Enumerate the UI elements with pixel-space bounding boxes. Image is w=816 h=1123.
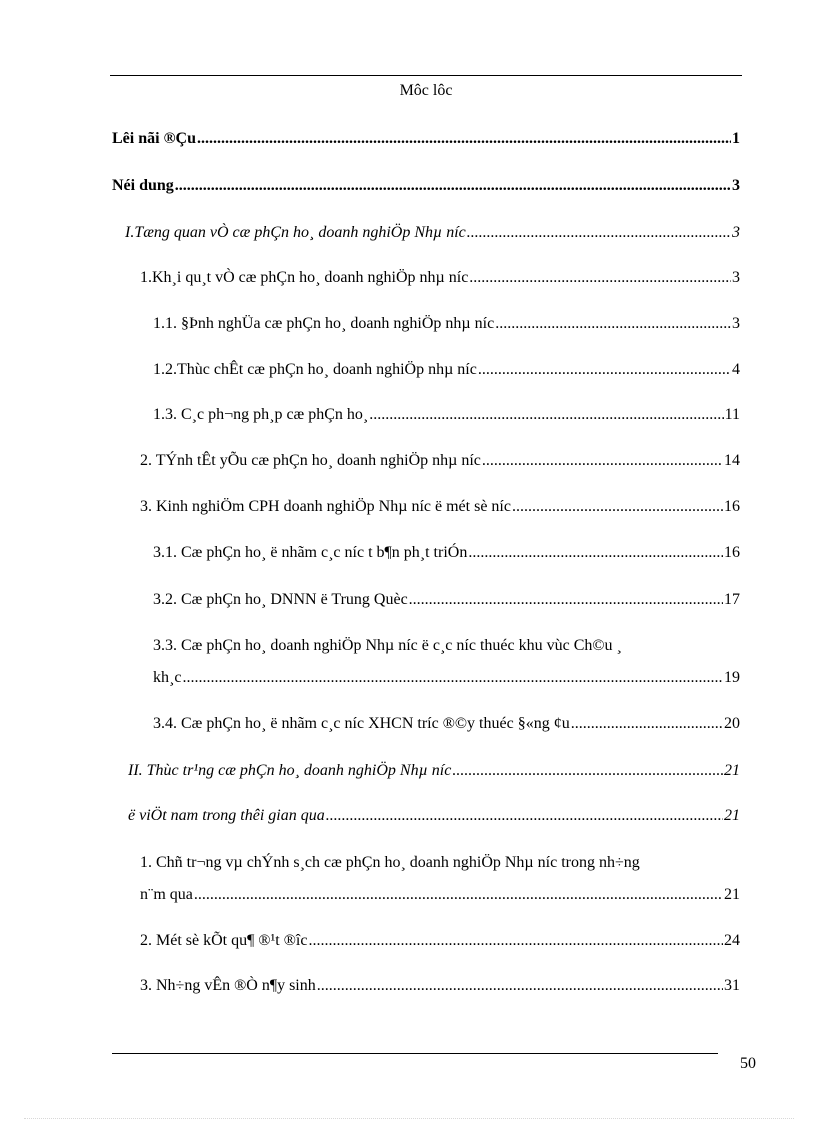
toc-title: Môc lôc bbox=[399, 82, 453, 99]
toc-entry-page: 21 bbox=[724, 762, 740, 779]
toc-entry-text: 3.4. Cæ phÇn ho¸ ë nhãm c¸c níc XHCN tríc ®©y thuéc §«ng ¢u bbox=[153, 715, 570, 732]
toc-entry-page: 21 bbox=[724, 886, 740, 903]
dot-leader bbox=[467, 224, 731, 242]
dot-leader bbox=[326, 807, 723, 825]
toc-entry-3[interactable] bbox=[140, 498, 740, 516]
toc-entry-2-1-cont[interactable] bbox=[140, 886, 740, 904]
toc-entry-1-2[interactable] bbox=[153, 361, 740, 379]
dot-leader bbox=[495, 315, 731, 333]
toc-entry-noi-dung[interactable] bbox=[112, 177, 740, 195]
toc-entry-2-2[interactable] bbox=[140, 932, 740, 950]
toc-entry-text: Lêi nãi ®Çu bbox=[112, 130, 196, 147]
toc-entry-2-3[interactable] bbox=[140, 977, 740, 995]
toc-entry-text-cont: kh¸c bbox=[153, 669, 182, 686]
toc-entry-text: 2. Mét sè kÕt qu¶ ®¹t ®îc bbox=[140, 932, 308, 949]
toc-entry-text: 3. Nh÷ng vÊn ®Ò n¶y sinh bbox=[140, 977, 316, 994]
dot-leader bbox=[409, 591, 723, 609]
dot-leader bbox=[308, 932, 723, 950]
toc-entry-3-2[interactable] bbox=[153, 591, 740, 609]
dot-leader bbox=[197, 130, 731, 148]
dot-leader bbox=[469, 269, 731, 287]
toc-entry-page: 24 bbox=[724, 932, 740, 949]
toc-entry-page: 1 bbox=[732, 130, 740, 147]
toc-entry-text: Néi dung bbox=[112, 177, 174, 194]
dot-leader bbox=[468, 544, 723, 562]
toc-entry-text: 2. TÝnh tÊt yÕu cæ phÇn ho¸ doanh nghiÖp nhµ níc bbox=[140, 452, 481, 469]
toc-entry-page: 21 bbox=[724, 807, 740, 824]
toc-entry-text: 3.1. Cæ phÇn ho¸ ë nhãm c¸c níc t b¶n ph¸t triÓn bbox=[153, 544, 468, 561]
toc-entry-3-3-cont[interactable] bbox=[153, 669, 740, 687]
footer-rule bbox=[112, 1053, 718, 1054]
toc-entry-1-1[interactable] bbox=[153, 315, 740, 333]
toc-entry-page: 14 bbox=[724, 452, 740, 469]
toc-entry-page: 31 bbox=[724, 977, 740, 994]
dot-leader bbox=[512, 498, 723, 516]
toc-entry-3-4[interactable] bbox=[153, 715, 740, 733]
page-edge-decoration bbox=[24, 1118, 794, 1119]
toc-entry-page: 16 bbox=[724, 544, 740, 561]
toc-entry-page: 16 bbox=[724, 498, 740, 515]
dot-leader bbox=[182, 669, 723, 687]
dot-leader bbox=[194, 886, 723, 904]
toc-entry-3-3[interactable] bbox=[153, 637, 740, 655]
dot-leader bbox=[478, 361, 731, 379]
dot-leader bbox=[571, 715, 723, 733]
toc-entry-text: I.Tæng quan vÒ cæ phÇn ho¸ doanh nghiÖp Nhµ níc bbox=[125, 224, 466, 241]
toc-entry-text: 1.Kh¸i qu¸t vÒ cæ phÇn ho¸ doanh nghiÖp nhµ níc bbox=[140, 269, 469, 286]
toc-entry-section-2-cont[interactable] bbox=[128, 807, 740, 825]
toc-entry-text: II. Thùc tr¹ng cæ phÇn ho¸ doanh nghiÖp Nhµ níc bbox=[128, 762, 452, 779]
toc-entry-2[interactable] bbox=[140, 452, 740, 470]
toc-entry-page: 3 bbox=[732, 269, 740, 286]
toc-entry-section-1[interactable] bbox=[125, 224, 740, 242]
toc-entry-text: 1.2.Thùc chÊt cæ phÇn ho¸ doanh nghiÖp nhµ níc bbox=[153, 361, 477, 378]
toc-entry-text: 3. Kinh nghiÖm CPH doanh nghiÖp Nhµ níc ë mét sè níc bbox=[140, 498, 511, 515]
dot-leader bbox=[317, 977, 723, 995]
toc-entry-3-1[interactable] bbox=[153, 544, 740, 562]
toc-entry-page: 4 bbox=[732, 361, 740, 378]
toc-entry-text-cont: n¨m qua bbox=[140, 886, 193, 903]
toc-entry-text: 3.2. Cæ phÇn ho¸ DNNN ë Trung Quèc bbox=[153, 591, 408, 608]
toc-entry-text: 1. Chñ tr¬ng vµ chÝnh s¸ch cæ phÇn ho¸ doanh nghiÖp Nhµ níc trong nh÷ng bbox=[140, 854, 640, 871]
toc-entry-page: 20 bbox=[724, 715, 740, 732]
toc-entry-page: 19 bbox=[724, 669, 740, 686]
toc-entry-section-2[interactable] bbox=[128, 762, 740, 780]
toc-entry-page: 11 bbox=[724, 406, 740, 423]
toc-entry-page: 17 bbox=[724, 591, 740, 608]
top-rule bbox=[110, 75, 742, 76]
toc-entry-page: 3 bbox=[732, 177, 740, 194]
toc-entry-text: 3.3. Cæ phÇn ho¸ doanh nghiÖp Nhµ níc ë c¸c níc thuéc khu vùc Ch©u ¸ bbox=[153, 637, 622, 654]
dot-leader bbox=[482, 452, 723, 470]
toc-entry-text: ë viÖt nam trong thêi gian qua bbox=[128, 807, 325, 824]
toc-entry-text: 1.3. C¸c ph¬ng ph¸p cæ phÇn ho¸ bbox=[153, 406, 369, 423]
toc-entry-text: 1.1. §Þnh nghÜa cæ phÇn ho¸ doanh nghiÖp nhµ níc bbox=[153, 315, 495, 332]
page-number: 50 bbox=[740, 1055, 756, 1072]
toc-entry-2-1[interactable] bbox=[140, 854, 740, 872]
toc-entry-loi-noi-dau[interactable] bbox=[112, 130, 740, 148]
toc-entry-1-3[interactable] bbox=[153, 406, 740, 424]
dot-leader bbox=[452, 762, 723, 780]
toc-entry-page: 3 bbox=[732, 315, 740, 332]
toc-entry-1[interactable] bbox=[140, 269, 740, 287]
dot-leader bbox=[175, 177, 731, 195]
toc-entry-page: 3 bbox=[732, 224, 740, 241]
dot-leader bbox=[369, 406, 723, 424]
